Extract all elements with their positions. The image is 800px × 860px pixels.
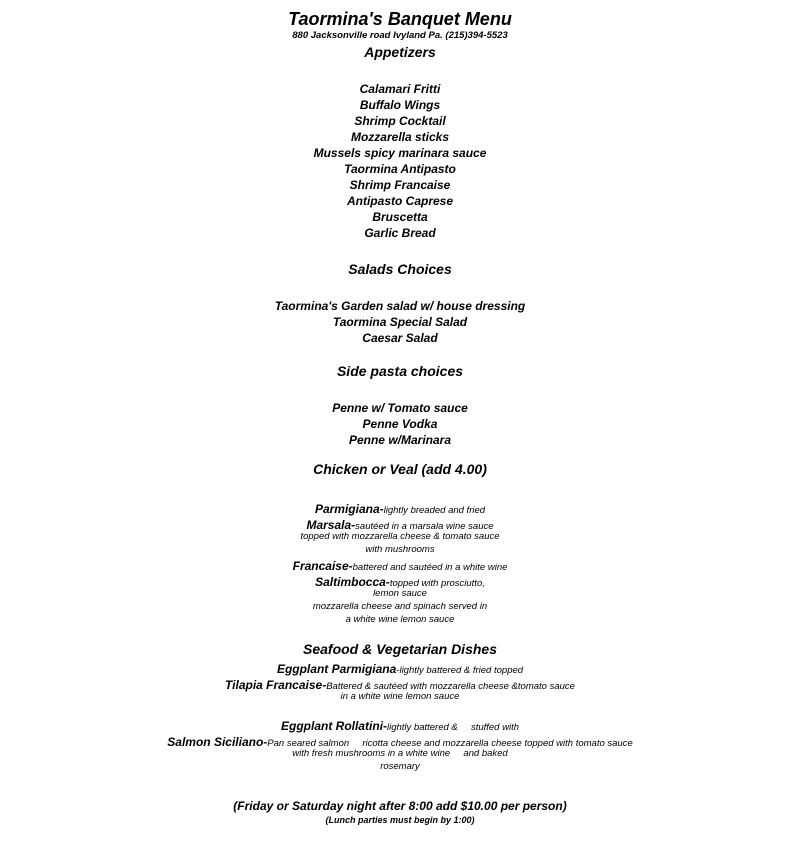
dish-name: Tilapia Francaise- <box>225 678 327 692</box>
dish-description: topped with prosciutto, <box>389 578 485 589</box>
chicken-veal-heading: Chicken or Veal (add 4.00) <box>313 461 487 477</box>
dish-parmigiana <box>0 501 800 517</box>
dish-eggplant-parmigiana <box>0 661 800 677</box>
lunch-note: (Lunch parties must begin by 1:00) <box>325 815 475 825</box>
pasta-item: Penne w/Marinara <box>348 433 452 447</box>
appetizer-item: Buffalo Wings <box>359 98 441 112</box>
dish-description: lightly battered & stuffed with <box>386 722 519 733</box>
pasta-item: Penne Vodka <box>362 417 438 431</box>
salads-heading: Salads Choices <box>348 261 452 277</box>
menu-address: 880 Jacksonville road Ivyland Pa. (215)394-5523 <box>292 30 508 41</box>
appetizers-heading: Appetizers <box>364 44 436 60</box>
dish-name: Salmon Siciliano- <box>167 735 268 749</box>
dish-name: Francaise- <box>292 559 353 573</box>
weekend-surcharge-note: (Friday or Saturday night after 8:00 add $10.00 per person) <box>233 799 567 813</box>
dish-description: lightly breaded and fried <box>383 505 486 516</box>
seafood-heading: Seafood & Vegetarian Dishes <box>303 641 497 657</box>
dish-description: -lightly battered & fried topped <box>396 665 524 676</box>
appetizer-item: Mozzarella sticks <box>350 130 450 144</box>
dish-description: lemon sauce <box>373 588 427 599</box>
dish-description: rosemary <box>380 761 420 772</box>
appetizer-item: Bruscetta <box>372 210 428 224</box>
dish-description: mozzarella cheese and spinach served in <box>312 601 488 612</box>
dish-eggplant-rollatini <box>0 718 800 734</box>
pasta-item: Penne w/ Tomato sauce <box>332 401 468 415</box>
dish-name: Eggplant Parmigiana <box>276 662 397 676</box>
appetizer-item: Antipasto Caprese <box>346 194 454 208</box>
salad-item: Caesar Salad <box>362 331 438 345</box>
dish-description: Battered & sautéed with mozzarella cheese &tomato sauce <box>326 681 575 692</box>
appetizer-item: Mussels spicy marinara sauce <box>313 146 487 160</box>
dish-description: sautéed in a marsala wine sauce <box>355 521 494 532</box>
dish-name: Saltimbocca- <box>315 575 390 589</box>
appetizer-item: Shrimp Francaise <box>349 178 451 192</box>
appetizer-item: Shrimp Cocktail <box>354 114 446 128</box>
salad-item: Taormina's Garden salad w/ house dressing <box>274 299 526 313</box>
dish-description: battered and sautéed in a white wine <box>352 562 508 573</box>
dish-name: Eggplant Rollatini- <box>280 719 387 733</box>
salad-item: Taormina Special Salad <box>332 315 468 329</box>
dish-description: a white wine lemon sauce <box>345 614 455 625</box>
pasta-heading: Side pasta choices <box>336 363 464 379</box>
dish-description: with mushrooms <box>365 544 435 555</box>
dish-description: in a white wine lemon sauce <box>340 691 460 702</box>
dish-name: Parmigiana- <box>314 502 384 516</box>
appetizer-item: Garlic Bread <box>364 226 436 240</box>
dish-description: with fresh mushrooms in a white wine and baked <box>292 748 508 759</box>
appetizer-item: Taormina Antipasto <box>344 162 456 176</box>
dish-francaise <box>0 558 800 574</box>
dish-description: topped with mozzarella cheese & tomato sauce <box>300 531 500 542</box>
dish-description: Pan seared salmon ricotta cheese and mozzarella cheese topped with tomato sauce <box>267 738 633 749</box>
dish-name: Marsala- <box>306 518 356 532</box>
appetizer-item: Calamari Fritti <box>359 82 441 96</box>
menu-title: Taormina's Banquet Menu <box>288 9 512 29</box>
